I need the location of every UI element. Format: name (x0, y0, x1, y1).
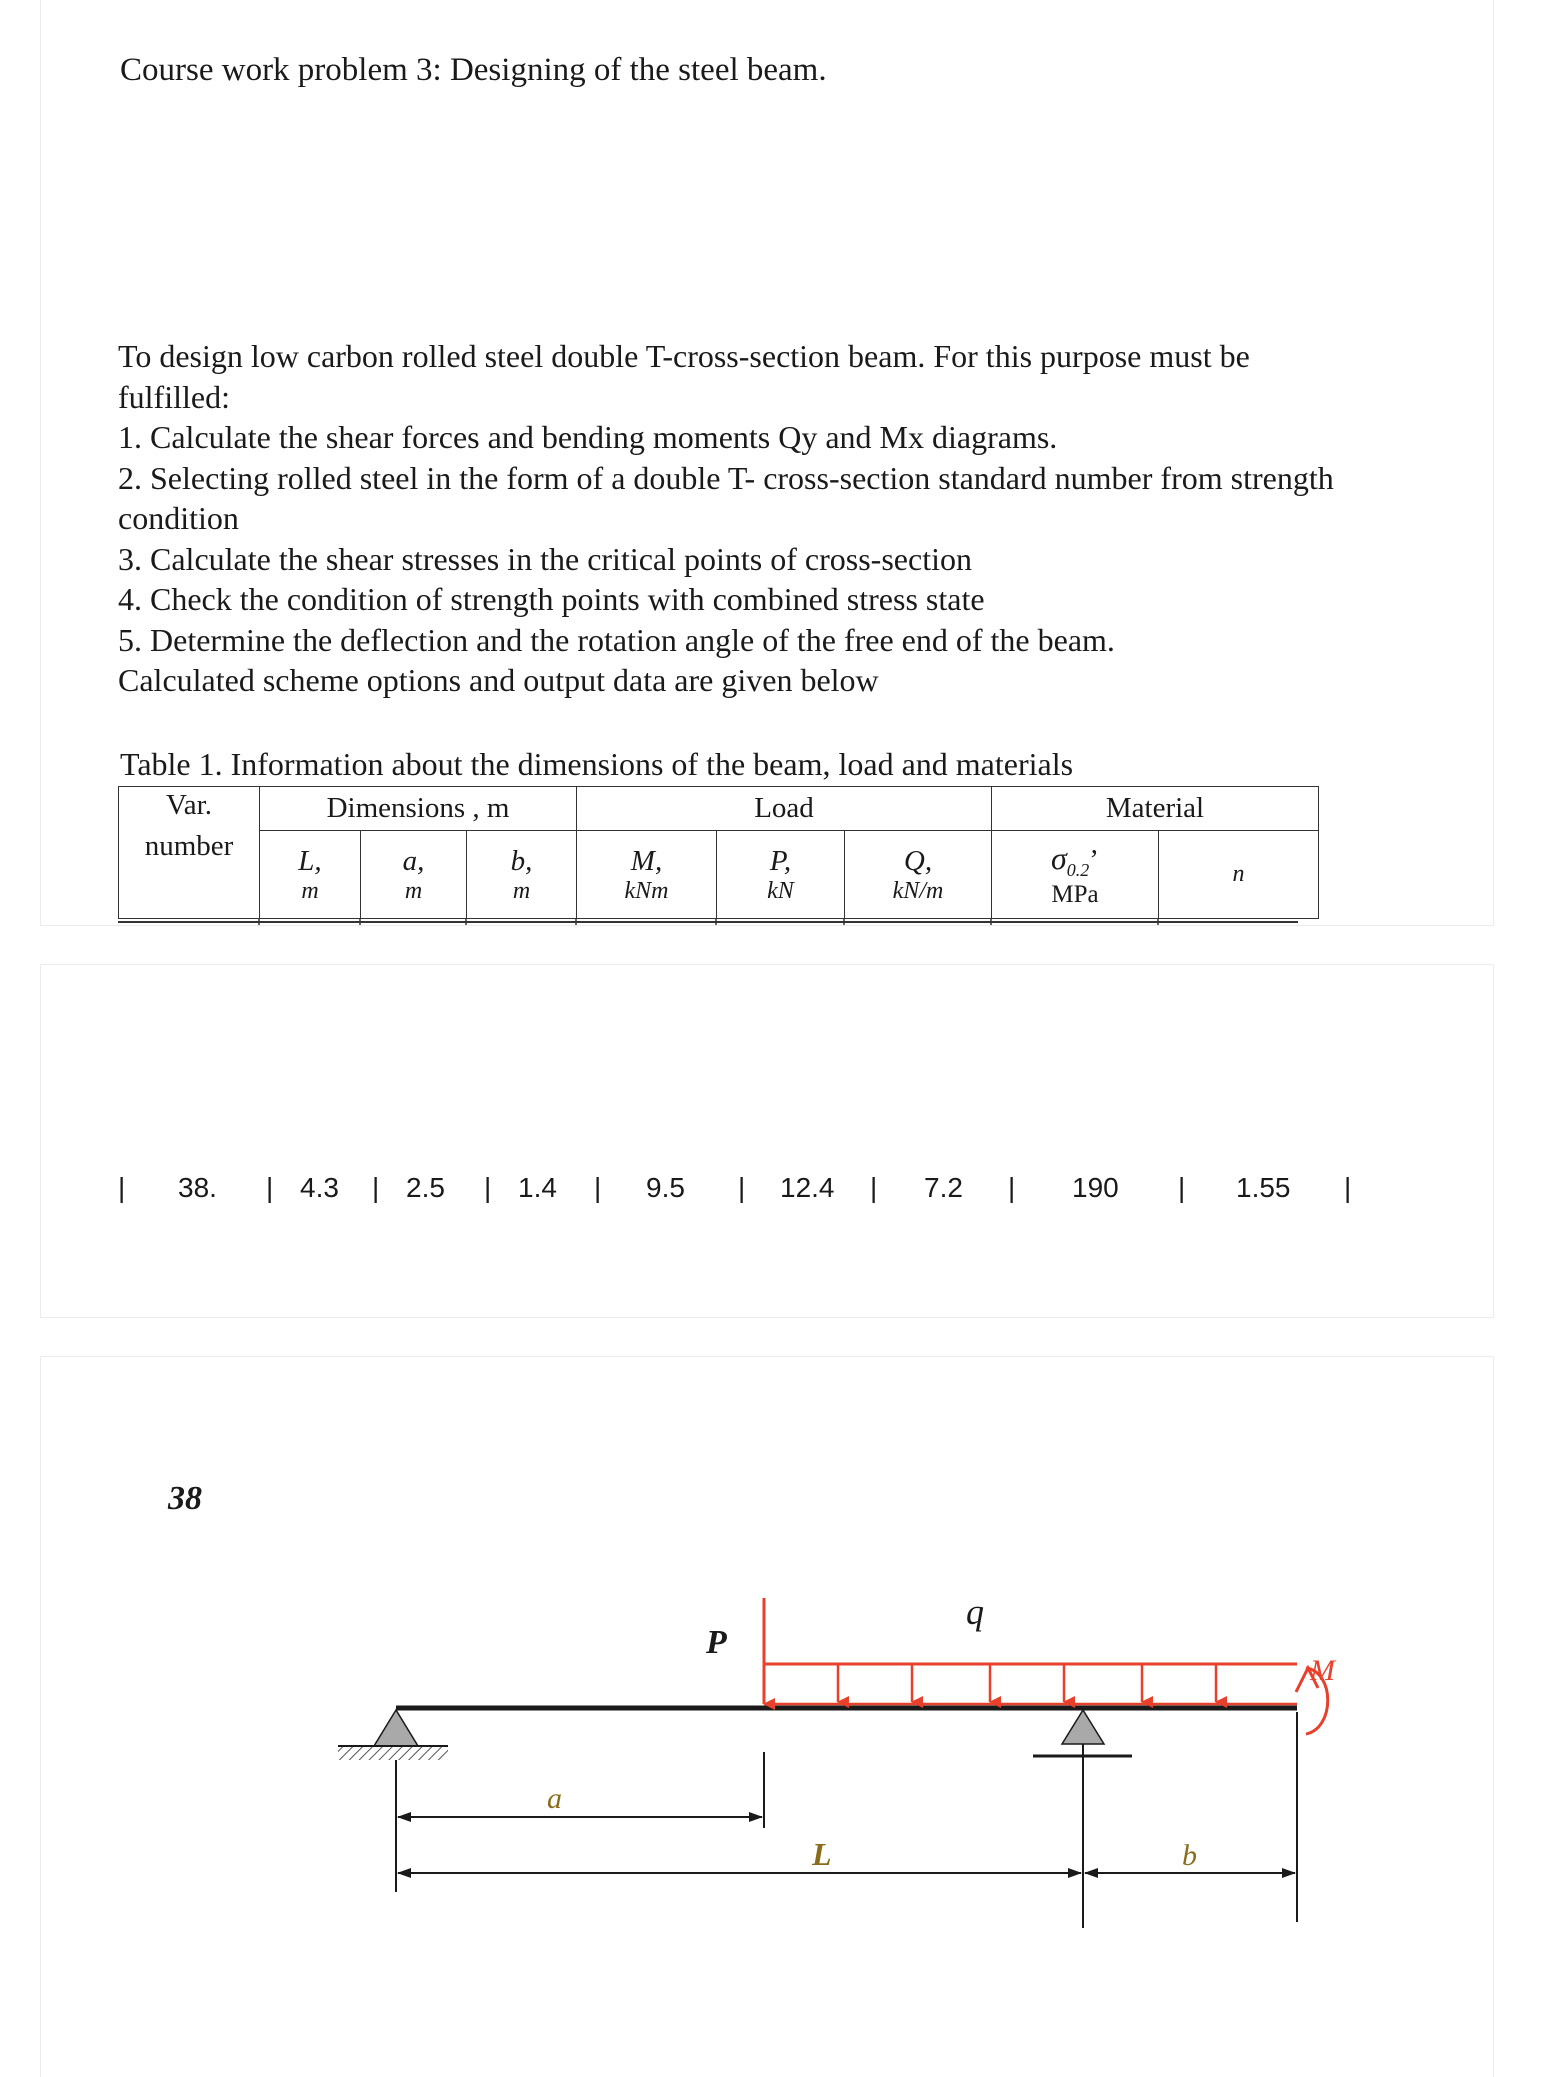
col-header-L: L, m (260, 831, 361, 919)
task-line: 4. Check the condition of strength points with combined stress state (118, 581, 985, 617)
left-pin-support (338, 1710, 448, 1760)
material-header: Material (992, 787, 1319, 831)
row-separator: | (1344, 1172, 1352, 1203)
load-header: Load (577, 787, 992, 831)
row-separator: | (870, 1172, 878, 1203)
cell-b: 1.4 (518, 1172, 557, 1203)
task-line: Calculated scheme options and output data are given below (118, 662, 879, 698)
label-M: M (1310, 1654, 1335, 1687)
var-sub-label: number (144, 830, 234, 862)
row-separator: | (1178, 1172, 1186, 1203)
label-P: P (706, 1624, 727, 1661)
cell-P: 12.4 (780, 1172, 835, 1203)
col-header-n: n (1159, 831, 1319, 919)
label-q: q (966, 1592, 984, 1632)
cell-L: 4.3 (300, 1172, 339, 1203)
cell-M: 9.5 (646, 1172, 685, 1203)
row-separator: | (738, 1172, 746, 1203)
cell-n: 1.55 (1236, 1172, 1291, 1203)
right-roller-support (1033, 1710, 1132, 1756)
col-header-b: b, m (467, 831, 577, 919)
task-line: 1. Calculate the shear forces and bending moments Qy and Mx diagrams. (118, 419, 1058, 455)
label-b: b (1182, 1839, 1197, 1872)
row-separator: | (1008, 1172, 1016, 1203)
table-caption: Table 1. Information about the dimensions of the beam, load and materials (120, 746, 1074, 782)
cell-var-number: 38. (178, 1172, 217, 1203)
col-header-a: a, m (361, 831, 467, 919)
label-a: a (547, 1782, 562, 1815)
label-L: L (812, 1836, 832, 1872)
task-line: 2. Selecting rolled steel in the form of a double T- cross-section standard number from strength (118, 459, 1334, 496)
task-line: 5. Determine the deflection and the rotation angle of the free end of the beam. (118, 621, 1115, 658)
row-separator: | (118, 1172, 126, 1203)
task-line: To design low carbon rolled steel double T-cross-section beam. For this purpose must be (118, 338, 1250, 374)
var-label: Var. (166, 789, 212, 821)
task-line: fulfilled: (118, 378, 230, 415)
cell-a: 2.5 (406, 1172, 445, 1203)
task-line: 3. Calculate the shear stresses in the critical points of cross-section (118, 540, 972, 577)
variant-label: 38 (168, 1480, 202, 1517)
page-title: Course work problem 3: Designing of the steel beam. (120, 52, 827, 88)
distributed-load-q (764, 1664, 1297, 1704)
task-line: condition (118, 500, 239, 536)
cell-sigma: 190 (1072, 1172, 1119, 1203)
cell-Q: 7.2 (924, 1172, 963, 1203)
dimensions-header: Dimensions , m (260, 787, 577, 831)
row-separator: | (484, 1172, 492, 1203)
row-separator: | (594, 1172, 602, 1203)
col-header-M: M, kNm (577, 831, 717, 919)
col-header-Q: Q, kN/m (845, 831, 992, 919)
row-separator: | (266, 1172, 274, 1203)
row-separator: | (372, 1172, 380, 1203)
col-header-P: P, kN (717, 831, 845, 919)
col-header-sigma: $\sigma_{0.2}$’ MPa (992, 831, 1159, 919)
